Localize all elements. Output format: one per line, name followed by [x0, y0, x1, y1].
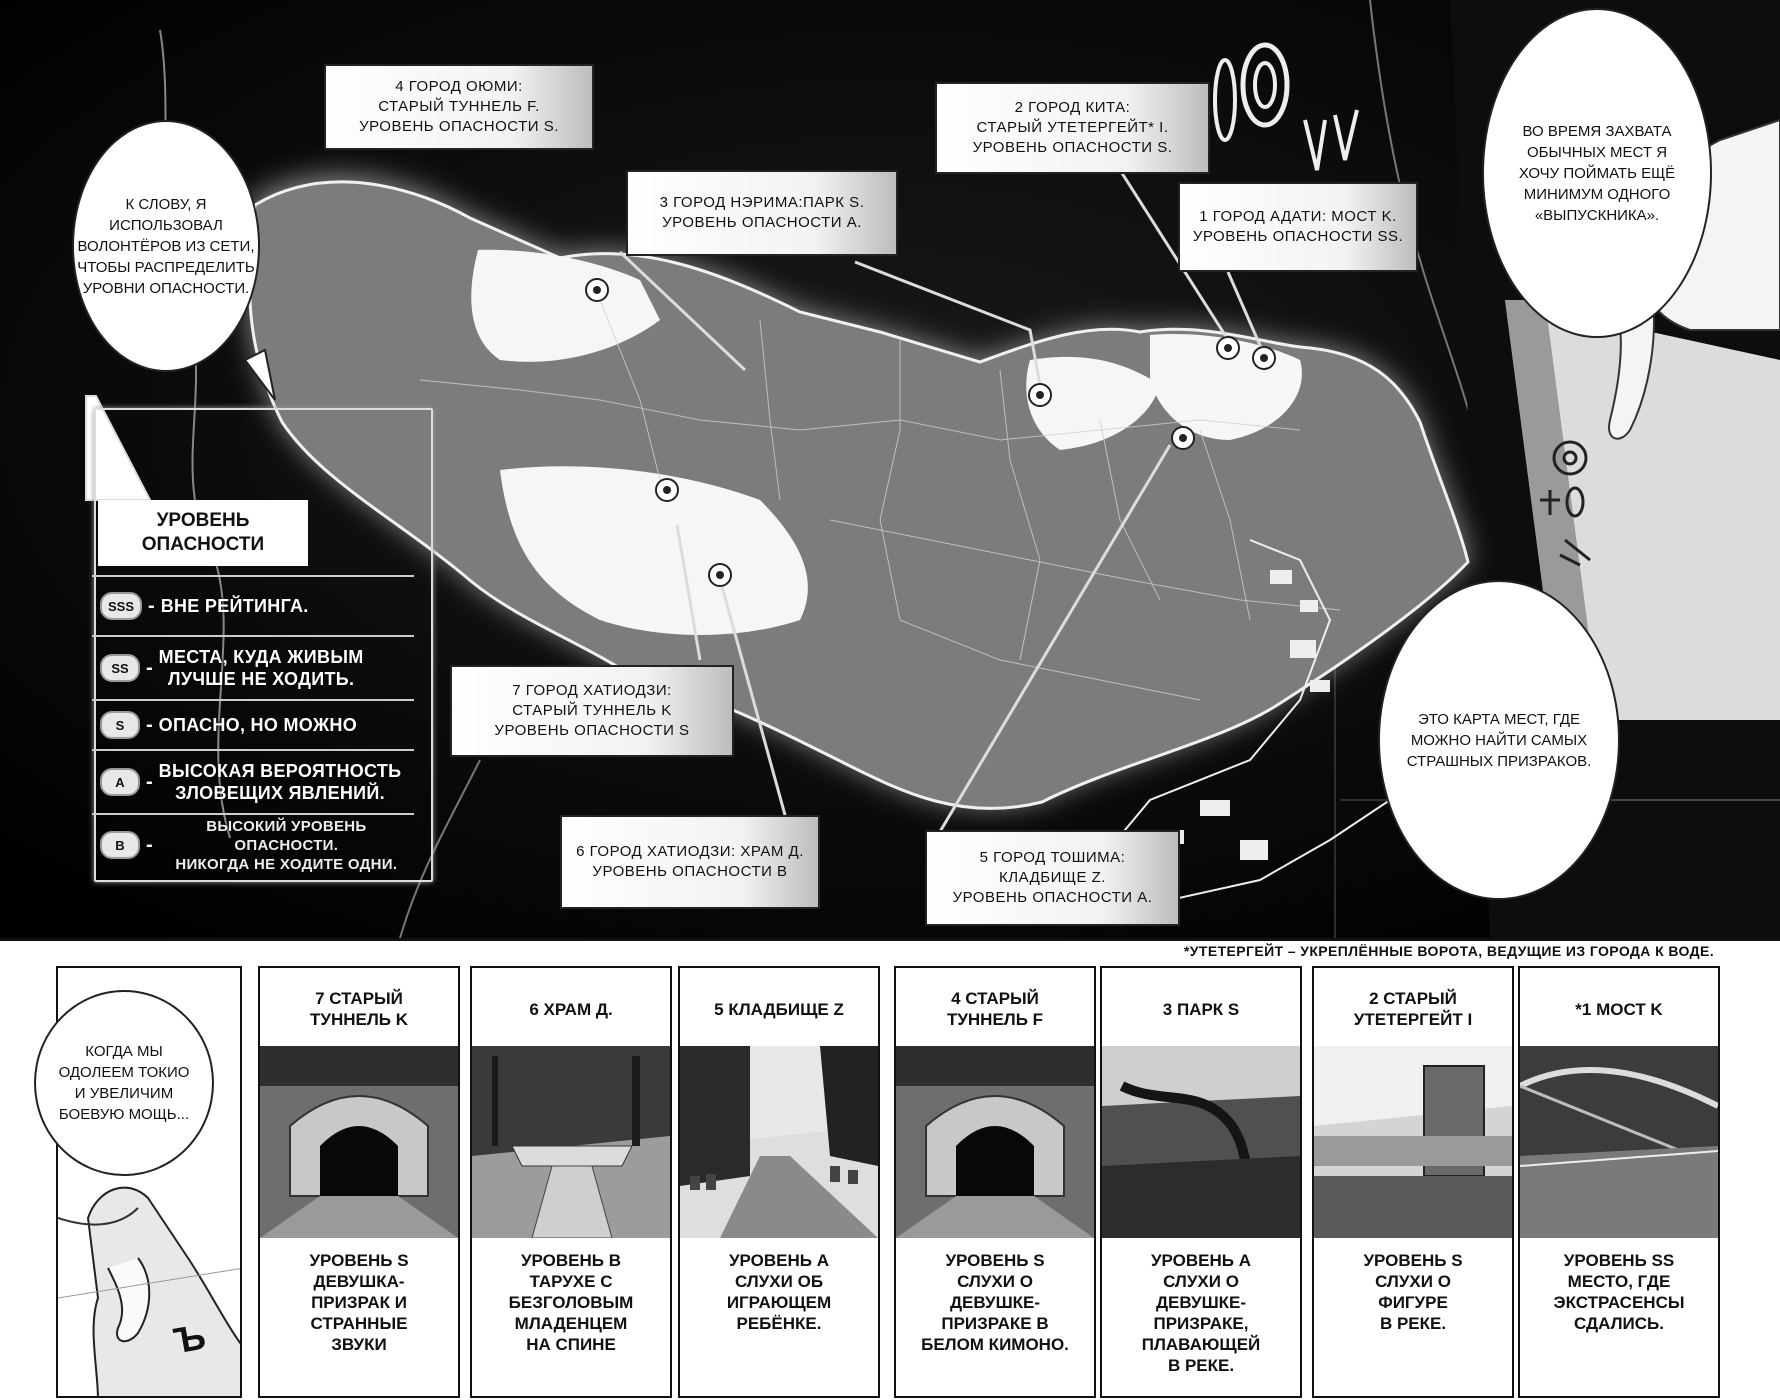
location-panel: [894, 966, 1096, 1398]
location-description-line: ЗВУКИ: [331, 1335, 387, 1354]
location-description-line: СЛУХИ ОБ: [734, 1272, 824, 1291]
location-title-line: ТУННЕЛЬ F: [946, 1010, 1044, 1029]
park-photo: [1102, 1046, 1300, 1238]
location-title: [1102, 976, 1300, 1042]
badge-sss: SSS: [100, 592, 142, 620]
location-description-line: ПРИЗРАК И: [311, 1293, 407, 1312]
location-description-line: УРОВЕНЬ S: [1363, 1251, 1463, 1270]
footnote: *УТЕТЕРГЕЙТ – УКРЕПЛЁННЫЕ ВОРОТА, ВЕДУЩИЕ ИЗ ГОРОДА К ВОДЕ.: [1183, 943, 1714, 959]
location-title: [472, 976, 670, 1042]
location-description-line: УРОВЕНЬ S: [945, 1251, 1045, 1270]
badge-b: B: [100, 831, 140, 859]
tunnel-photo: [896, 1046, 1094, 1238]
location-panel: [258, 966, 460, 1398]
legend-dash: -: [146, 833, 153, 856]
location-panel: [470, 966, 672, 1398]
location-description-line: УРОВЕНЬ S: [309, 1251, 409, 1270]
location-description-line: ЭКСТРАСЕНСЫ: [1553, 1293, 1685, 1312]
location-description: [1102, 1250, 1300, 1376]
callout-nerima: 3 ГОРОД НЭРИМА:ПАРК S. УРОВЕНЬ ОПАСНОСТИ A.: [626, 170, 898, 256]
callout-toshima: 5 ГОРОД ТОШИМА: КЛАДБИЩЕ Z. УРОВЕНЬ ОПАСНОСТИ A.: [925, 830, 1180, 926]
location-description-line: СЛУХИ О: [1163, 1272, 1239, 1291]
location-title-line: 2 СТАРЫЙ: [1369, 989, 1457, 1008]
location-title-line: *1 МОСТ K: [1575, 999, 1663, 1019]
location-description: [896, 1250, 1094, 1355]
location-panel: [678, 966, 880, 1398]
location-title-line: ТУННЕЛЬ K: [310, 1010, 408, 1029]
sfx-scribble-icon: [1205, 30, 1365, 190]
legend-row-a: [92, 749, 414, 813]
location-description-line: БЕЛОМ КИМОНО.: [921, 1335, 1069, 1354]
location-description-line: ДЕВУШКА-: [313, 1272, 405, 1291]
location-description-line: БЕЗГОЛОВЫМ: [508, 1293, 634, 1312]
location-description: [680, 1250, 878, 1334]
location-description-line: УРОВЕНЬ SS: [1563, 1251, 1675, 1270]
legend-text-s: ОПАСНО, НО МОЖНО: [158, 715, 357, 735]
badge-s: S: [100, 711, 140, 739]
callout-oyumi: 4 ГОРОД ОЮМИ: СТАРЫЙ ТУННЕЛЬ F. УРОВЕНЬ ОПАСНОСТИ S.: [324, 64, 594, 150]
location-panel: [1518, 966, 1720, 1398]
badge-ss: SS: [100, 654, 140, 682]
callout-hachioji-tunnel: 7 ГОРОД ХАТИОДЗИ: СТАРЫЙ ТУННЕЛЬ K УРОВЕНЬ ОПАСНОСТИ S: [450, 665, 734, 757]
location-title: [260, 976, 458, 1042]
legend-text-b: ВЫСОКИЙ УРОВЕНЬ ОПАСНОСТИ. НИКОГДА НЕ ХОДИТЕ ОДНИ.: [175, 817, 398, 873]
location-description-line: ИГРАЮЩЕМ: [726, 1293, 832, 1312]
location-description-line: ФИГУРЕ: [1378, 1293, 1448, 1312]
location-description-line: УРОВЕНЬ A: [728, 1251, 830, 1270]
location-description-line: ПРИЗРАКЕ В: [941, 1314, 1049, 1333]
legend-row-sss: [92, 575, 414, 635]
location-description-line: УРОВЕНЬ B: [520, 1251, 622, 1270]
location-title-line: 5 КЛАДБИЩЕ Z: [714, 999, 844, 1019]
location-title-line: 3 ПАРК S: [1162, 999, 1240, 1019]
legend-row-s: [92, 699, 414, 749]
sfx-text-bottom: Ъ: [170, 1315, 209, 1362]
gate-photo: [1314, 1046, 1512, 1238]
location-description-line: ДЕВУШКЕ-: [1155, 1293, 1247, 1312]
location-title-line: УТЕТЕРГЕЙТ I: [1353, 1010, 1473, 1029]
legend-dash: -: [146, 713, 153, 736]
location-description-line: ТАРУХЕ С: [529, 1272, 613, 1291]
location-title: [680, 976, 878, 1042]
sfx-tap-icon: [1520, 430, 1610, 580]
speech-bubble-tokyo: КОГДА МЫ ОДОЛЕЕМ ТОКИО И УВЕЛИЧИМ БОЕВУЮ МОЩЬ...: [34, 990, 214, 1176]
location-description: [472, 1250, 670, 1355]
speech-bubble-map-intro: ЭТО КАРТА МЕСТ, ГДЕ МОЖНО НАЙТИ САМЫХ СТРАШНЫХ ПРИЗРАКОВ.: [1378, 580, 1620, 900]
callout-adachi: 1 ГОРОД АДАТИ: МОСТ K. УРОВЕНЬ ОПАСНОСТИ SS.: [1178, 182, 1418, 272]
location-description-line: ПЛАВАЮЩЕЙ: [1141, 1335, 1261, 1354]
location-description-line: СТРАННЫЕ: [310, 1314, 408, 1333]
callout-hachioji-temple: 6 ГОРОД ХАТИОДЗИ: ХРАМ Д. УРОВЕНЬ ОПАСНОСТИ B: [560, 815, 820, 909]
location-title: [896, 976, 1094, 1042]
location-panel: [1312, 966, 1514, 1398]
bridge-photo: [1520, 1046, 1718, 1238]
location-description: [1520, 1250, 1718, 1334]
location-description-line: ДЕВУШКЕ-: [949, 1293, 1041, 1312]
location-title: [1314, 976, 1512, 1042]
callout-kita: 2 ГОРОД КИТА: СТАРЫЙ УТЕТЕРГЕЙТ* I. УРОВЕНЬ ОПАСНОСТИ S.: [935, 82, 1210, 174]
location-description-line: СЛУХИ О: [1375, 1272, 1451, 1291]
location-panel: [1100, 966, 1302, 1398]
legend-row-b: [92, 813, 414, 875]
location-description: [1314, 1250, 1512, 1334]
location-description-line: НА СПИНЕ: [526, 1335, 616, 1354]
location-title-line: 7 СТАРЫЙ: [315, 989, 403, 1008]
location-description-line: В РЕКЕ.: [1167, 1356, 1235, 1375]
legend-row-ss: [92, 635, 414, 699]
location-description-line: В РЕКЕ.: [1379, 1314, 1447, 1333]
legend-dash: -: [148, 594, 155, 617]
location-description-line: РЕБЁНКЕ.: [736, 1314, 822, 1333]
location-description-line: УРОВЕНЬ A: [1150, 1251, 1252, 1270]
location-description-line: СЛУХИ О: [957, 1272, 1033, 1291]
location-description-line: МЕСТО, ГДЕ: [1567, 1272, 1671, 1291]
location-description-line: МЛАДЕНЦЕМ: [514, 1314, 628, 1333]
location-description-line: ПРИЗРАКЕ,: [1153, 1314, 1249, 1333]
legend-dash: -: [146, 770, 153, 793]
location-description-line: СДАЛИСЬ.: [1573, 1314, 1664, 1333]
location-title-line: 6 ХРАМ Д.: [529, 999, 613, 1019]
location-title: [1520, 976, 1718, 1042]
location-title-line: 4 СТАРЫЙ: [951, 989, 1039, 1008]
danger-level-legend: [80, 390, 432, 880]
speech-bubble-capture: ВО ВРЕМЯ ЗАХВАТА ОБЫЧНЫХ МЕСТ Я ХОЧУ ПОЙМАТЬ ЕЩЁ МИНИМУМ ОДНОГО «ВЫПУСКНИКА».: [1482, 8, 1712, 338]
legend-dash: -: [146, 656, 153, 679]
badge-a: A: [100, 768, 140, 796]
spread-divider: [0, 938, 1780, 941]
temple-photo: [472, 1046, 670, 1238]
cemetery-photo: [680, 1046, 878, 1238]
tunnel-photo: [260, 1046, 458, 1238]
legend-text-ss: МЕСТА, КУДА ЖИВЫМ ЛУЧШЕ НЕ ХОДИТЬ.: [158, 647, 364, 689]
legend-title: УРОВЕНЬ ОПАСНОСТИ: [98, 500, 308, 566]
location-description: [260, 1250, 458, 1355]
speech-bubble-volunteers: К СЛОВУ, Я ИСПОЛЬЗОВАЛ ВОЛОНТЁРОВ ИЗ СЕТИ, ЧТОБЫ РАСПРЕДЕЛИТЬ УРОВНИ ОПАСНОСТИ.: [72, 120, 260, 372]
legend-text-sss: ВНЕ РЕЙТИНГА.: [160, 596, 309, 616]
legend-text-a: ВЫСОКАЯ ВЕРОЯТНОСТЬ ЗЛОВЕЩИХ ЯВЛЕНИЙ.: [158, 761, 402, 803]
